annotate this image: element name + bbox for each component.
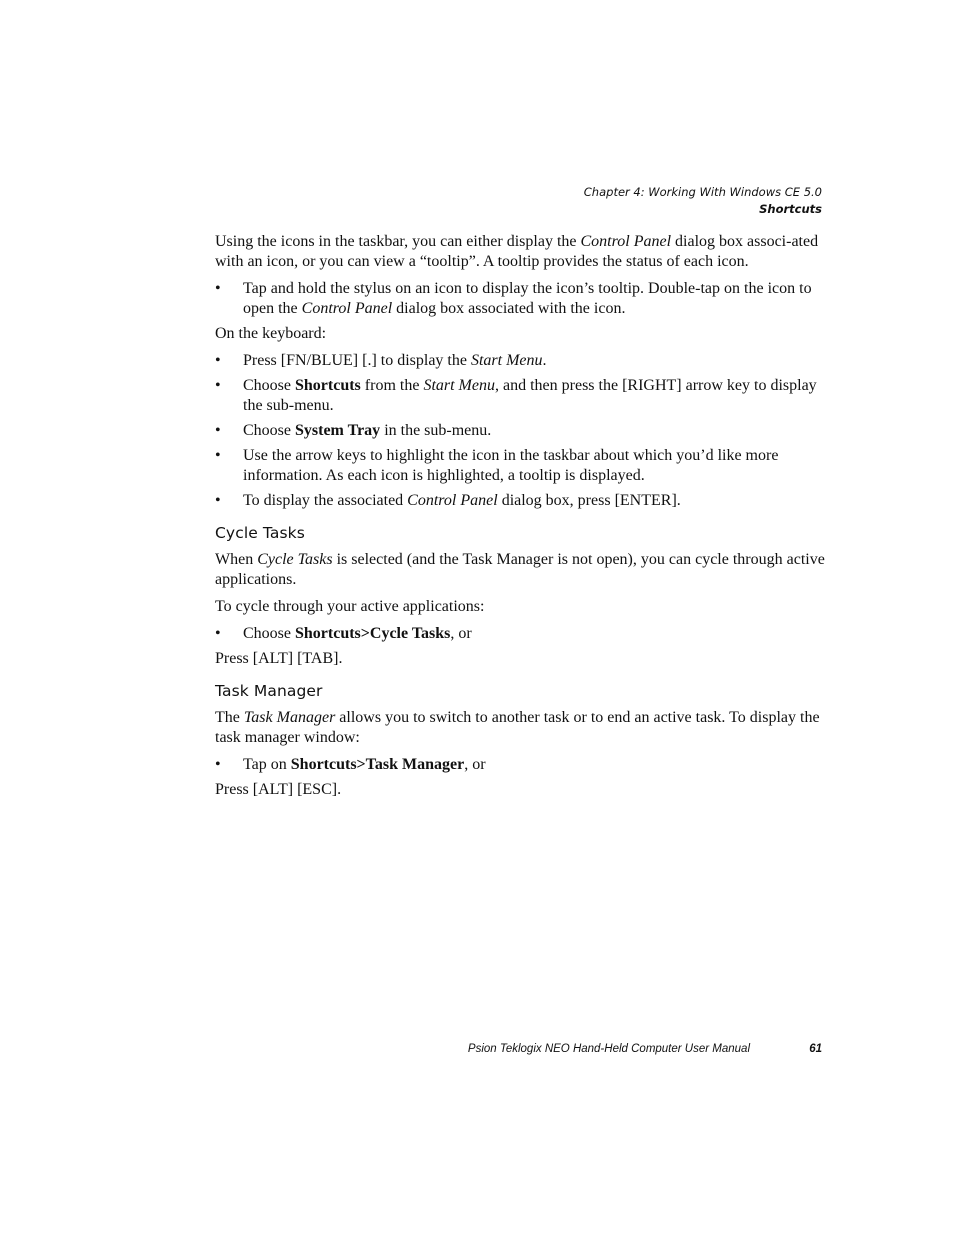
cycle-tasks-instruction: To cycle through your active applications:: [215, 598, 485, 615]
text: , and then press the [RIGHT] arrow key to display the sub-menu.: [243, 377, 817, 414]
emphasis: Control Panel: [301, 300, 393, 317]
text: Use the arrow keys to highlight the icon in the taskbar about which you’d like more information. As each icon is highlighted, a tooltip is displayed.: [243, 447, 779, 484]
intro-paragraph: [215, 232, 830, 272]
bullet-icon: •: [215, 625, 221, 642]
list-item: [215, 446, 830, 486]
text: , or: [450, 625, 472, 642]
emphasis: Start Menu: [470, 352, 543, 369]
text: The: [215, 709, 244, 726]
text: Tap on: [243, 756, 291, 773]
task-manager-shortcut: Press [ALT] [ESC].: [215, 781, 342, 798]
text: Tap and hold the stylus on an icon to display the icon’s tooltip. Double-tap on the icon to open the: [243, 280, 812, 317]
bullet-icon: •: [215, 352, 221, 369]
list-item: [215, 421, 830, 441]
emphasis: Control Panel: [580, 233, 672, 250]
text: in the sub-menu.: [380, 422, 492, 439]
text: dialog box associ-ated with an icon, or you can view a “tooltip”. A tooltip provides the status of each icon.: [215, 233, 819, 270]
page-number: 61: [809, 1043, 822, 1055]
text: dialog box, press [ENTER].: [497, 492, 681, 509]
cycle-tasks-shortcut: Press [ALT] [TAB].: [215, 650, 343, 667]
task-manager-paragraph: [215, 708, 830, 748]
list-item: [215, 351, 830, 371]
bullet-icon: •: [215, 377, 221, 394]
strong-text: Shortcuts>Task Manager: [290, 756, 465, 773]
text: Using the icons in the taskbar, you can either display the: [215, 233, 581, 250]
task-manager-heading: Task Manager: [215, 682, 323, 700]
running-header: [584, 184, 822, 218]
page-body: [215, 232, 830, 807]
strong-text: Shortcuts>Cycle Tasks: [295, 625, 451, 642]
cycle-tasks-paragraph: [215, 550, 830, 590]
bullet-icon: •: [215, 447, 221, 464]
emphasis: Control Panel: [407, 492, 498, 509]
manual-title: Psion Teklogix NEO Hand-Held Computer User Manual: [467, 1043, 750, 1055]
list-item: [215, 755, 830, 775]
text: Press [FN/BLUE] [.] to display the: [243, 352, 471, 369]
text: When: [215, 551, 258, 568]
text: .: [542, 352, 547, 369]
strong-text: System Tray: [295, 422, 381, 439]
text: , or: [464, 756, 486, 773]
text: Choose: [243, 422, 295, 439]
keyboard-label: On the keyboard:: [215, 325, 327, 342]
list-item: [215, 491, 830, 511]
emphasis: Start Menu: [423, 377, 495, 394]
section-title: Shortcuts: [759, 202, 822, 216]
text: allows you to switch to another task or to end an active task. To display the task manager window:: [215, 709, 820, 746]
text: dialog box associated with the icon.: [392, 300, 626, 317]
chapter-title: Chapter 4: Working With Windows CE 5.0: [583, 185, 822, 199]
list-item: [215, 279, 830, 319]
bullet-icon: •: [215, 492, 221, 509]
cycle-tasks-heading: Cycle Tasks: [215, 524, 305, 542]
text: from the: [360, 377, 424, 394]
text: Choose: [243, 377, 295, 394]
emphasis: Task Manager: [243, 709, 336, 726]
bullet-icon: •: [215, 422, 221, 439]
list-item: [215, 376, 830, 416]
emphasis: Cycle Tasks: [257, 551, 333, 568]
text: To display the associated: [243, 492, 408, 509]
text: Choose: [243, 625, 295, 642]
text: is selected (and the Task Manager is not open), you can cycle through active applications.: [215, 551, 825, 588]
bullet-icon: •: [215, 756, 221, 773]
bullet-icon: •: [215, 280, 221, 297]
list-item: [215, 624, 830, 644]
strong-text: Shortcuts: [295, 377, 361, 394]
